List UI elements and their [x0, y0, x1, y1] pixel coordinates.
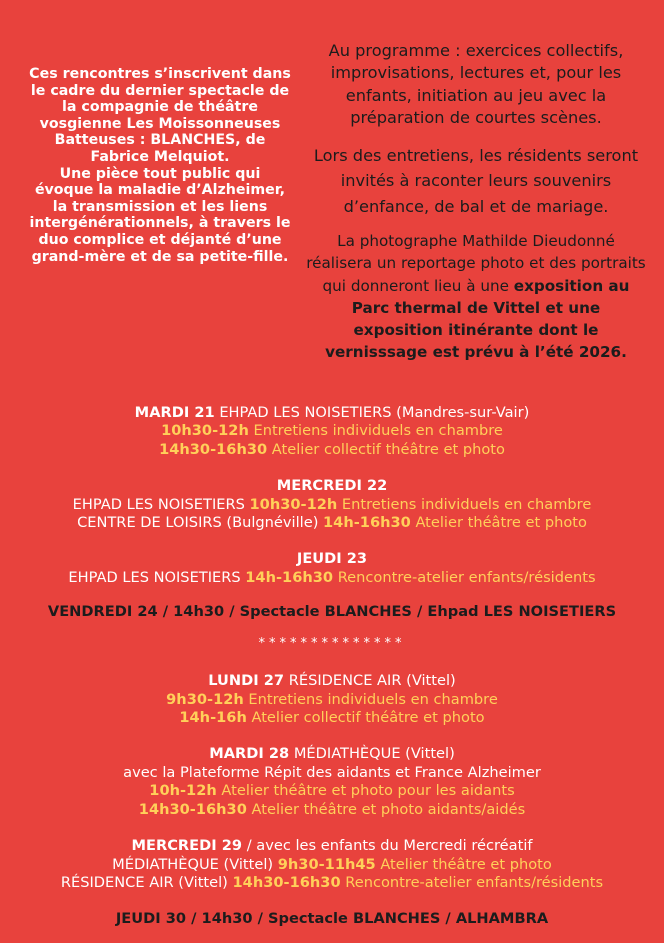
day-label: JEUDI 23 — [296, 550, 368, 568]
schedule-day-mercredi-22 — [8, 477, 656, 532]
time-slot: 14h30-16h30 — [138, 800, 247, 818]
program-paragraph-3 — [306, 230, 646, 363]
venue: RÉSIDENCE AIR (Vittel) — [60, 873, 228, 891]
time-slot: 14h-16h30 — [323, 514, 411, 532]
time-slot: 14h30-16h30 — [232, 873, 341, 891]
activity: Atelier théâtre et photo aidants/aidés — [251, 800, 526, 818]
day-label: MARDI 28 — [209, 745, 290, 763]
intro-text — [28, 66, 292, 265]
day-label: LUNDI 27 — [208, 672, 285, 690]
activity: Atelier collectif théâtre et photo — [251, 709, 485, 727]
program-p3-text: La photographe Mathilde Dieudonné réalisera un reportage photo et des portraits qui donneront lieu à une — [306, 232, 646, 295]
time-slot: 14h-16h30 — [245, 568, 334, 586]
day-label: MERCREDI 22 — [276, 477, 388, 495]
activity: Rencontre-atelier enfants/résidents — [345, 873, 604, 891]
day-label: MERCREDI 29 — [131, 837, 243, 855]
time-slot: 9h30-12h — [166, 690, 244, 708]
venue: EHPAD LES NOISETIERS — [72, 495, 245, 513]
performance-vendredi-24: VENDREDI 24 / 14h30 / Spectacle BLANCHES / Ehpad LES NOISETIERS — [47, 603, 617, 621]
venue: EHPAD LES NOISETIERS (Mandres-sur-Vair) — [219, 404, 530, 421]
program-p3-bold: exposition au Parc thermal de Vittel et une exposition itinérante dont le vernisssage est prévu à l’été 2026. — [325, 276, 630, 362]
time-slot: 14h-16h — [179, 709, 247, 727]
intro-paragraph-1: Ces rencontres s’inscrivent dans le cadre du dernier spectacle de la compagnie de théâtre vosgienne Les Moissonneuses Batteuses : BLANCHES, de Fabrice Melquiot. — [29, 66, 291, 165]
schedule-day-mardi-21 — [8, 404, 656, 459]
schedule-day-mercredi-29 — [8, 837, 656, 892]
time-slot: 10h-12h — [149, 782, 217, 800]
program-paragraph-1: Au programme : exercices collectifs, improvisations, lectures et, pour les enfants, initiation au jeu avec la préparation de courtes scènes. — [328, 41, 624, 128]
partners: avec la Plateforme Répit des aidants et France Alzheimer — [123, 763, 541, 781]
time-slot: 10h30-12h — [161, 422, 249, 440]
time-slot: 10h30-12h — [249, 495, 338, 513]
schedule-day-mardi-28 — [8, 745, 656, 819]
activity: Atelier théâtre et photo — [415, 514, 587, 532]
day-label: MARDI 21 — [134, 404, 215, 421]
activity: Atelier théâtre et photo — [380, 855, 552, 873]
activity: Rencontre-atelier enfants/résidents — [337, 568, 596, 586]
star-separator: ************** — [258, 636, 406, 652]
activity: Atelier théâtre et photo pour les aidants — [221, 782, 515, 800]
schedule-day-jeudi-23 — [8, 550, 656, 587]
activity: Entretiens individuels en chambre — [253, 422, 503, 440]
program-text — [306, 40, 646, 363]
time-slot: 9h30-11h45 — [277, 855, 376, 873]
venue: RÉSIDENCE AIR (Vittel) — [288, 672, 456, 690]
performance-jeudi-30: JEUDI 30 / 14h30 / Spectacle BLANCHES / ALHAMBRA — [115, 910, 549, 928]
venue: MÉDIATHÈQUE (Vittel) — [293, 745, 455, 763]
schedule-day-lundi-27 — [8, 672, 656, 727]
venue: EHPAD LES NOISETIERS — [68, 568, 241, 586]
intro-paragraph-2: Une pièce tout public qui évoque la maladie d’Alzheimer, la transmission et les liens intergénérationnels, à travers le duo complice et déjanté d’une grand-mère et de sa petite-fille. — [29, 165, 291, 265]
activity: Atelier collectif théâtre et photo — [271, 440, 505, 458]
program-paragraph-2: Lors des entretiens, les résidents seront invités à raconter leurs souvenirs d’enfance, de bal et de mariage. — [313, 145, 639, 216]
venue: MÉDIATHÈQUE (Vittel) — [112, 855, 274, 873]
schedule — [8, 404, 656, 943]
activity: Entretiens individuels en chambre — [248, 690, 498, 708]
day-note: / avec les enfants du Mercredi récréatif — [246, 837, 533, 855]
activity: Entretiens individuels en chambre — [341, 495, 592, 513]
venue: CENTRE DE LOISIRS (Bulgnéville) — [77, 514, 319, 532]
time-slot: 14h30-16h30 — [159, 440, 268, 458]
